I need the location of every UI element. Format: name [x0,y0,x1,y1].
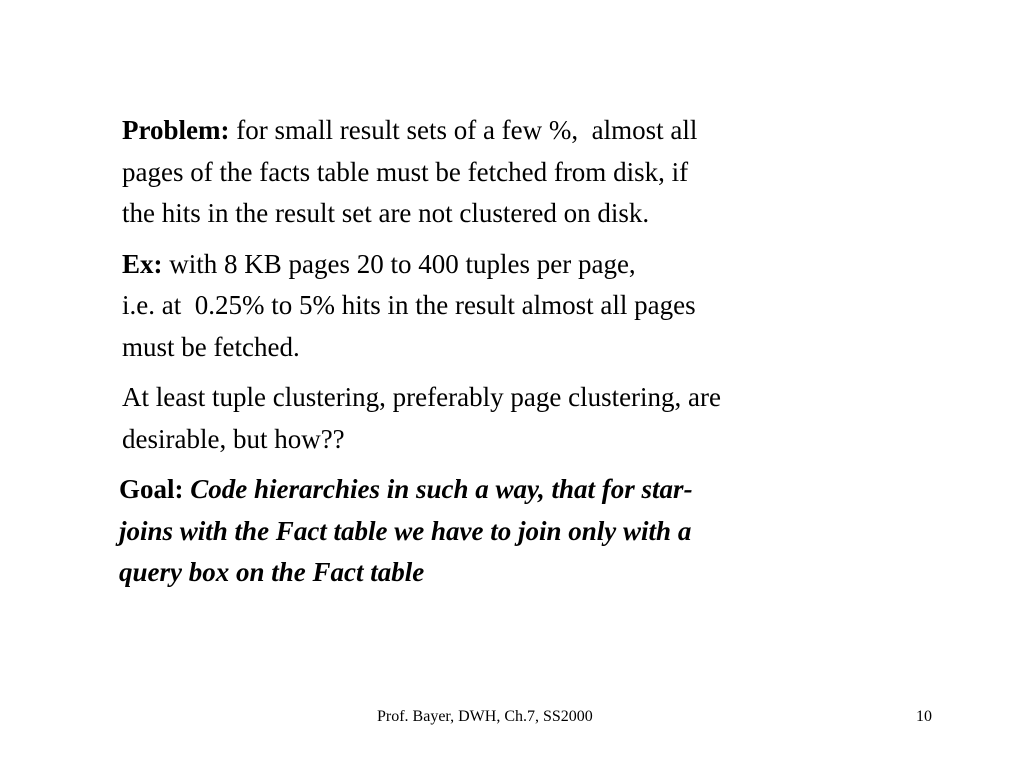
example-paragraph [122,244,892,369]
slide-body [119,110,892,603]
goal-paragraph [119,469,892,594]
goal-label: Goal: [119,474,184,504]
example-label: Ex: [122,248,163,279]
footer-credit: Prof. Bayer, DWH, Ch.7, SS2000 [377,708,593,725]
goal-text: Code hierarchies in such a way, that for star- joins with the Fact table we have to join only with a query box on the Fact table [119,474,693,587]
problem-label: Problem: [122,115,230,145]
example-text: with 8 KB pages 20 to 400 tuples per page, i.e. at 0.25% to 5% hits in the result almost all pages must be fetched. [122,248,696,362]
page-number: 10 [916,708,932,725]
clustering-text: At least tuple clustering, preferably page clustering, are desirable, but how?? [122,382,722,454]
problem-paragraph [122,110,892,235]
problem-text: for small result sets of a few %, almost all pages of the facts table must be fetched from disk, if the hits in the result set are not clustered on disk. [122,115,698,228]
clustering-paragraph [122,377,892,460]
